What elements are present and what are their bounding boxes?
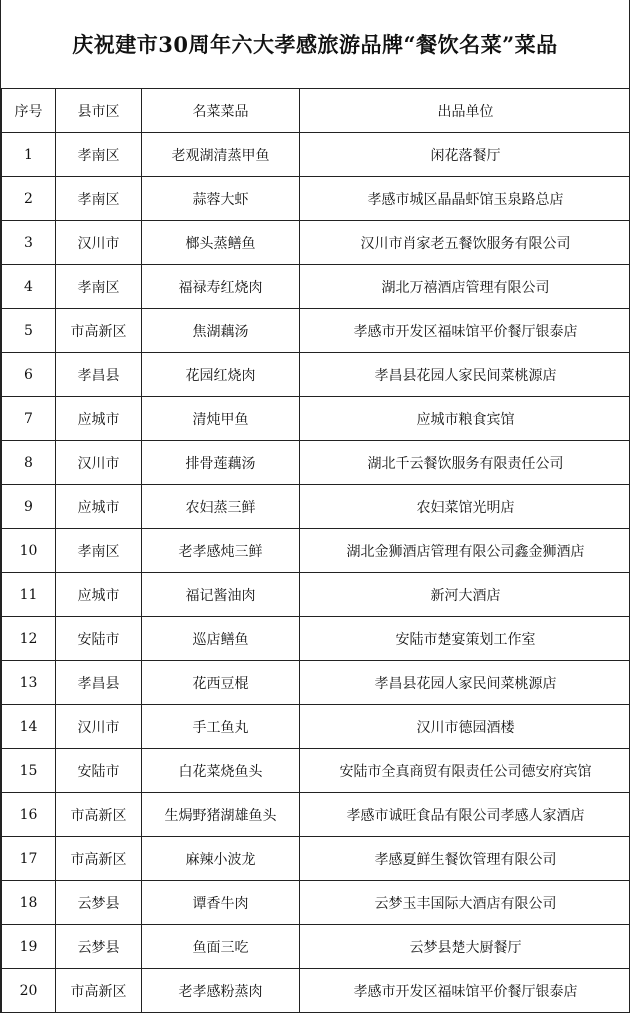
document-title: 庆祝建市30周年六大孝感旅游品牌“餐饮名菜”菜品 xyxy=(72,32,558,57)
cell-district: 汉川市 xyxy=(56,705,142,749)
cell-index: 16 xyxy=(2,793,56,837)
cell-district: 汉川市 xyxy=(56,221,142,265)
cell-dish: 生焗野猪湖雄鱼头 xyxy=(142,793,300,837)
cell-producer: 安陆市全真商贸有限责任公司德安府宾馆 xyxy=(300,749,630,793)
cell-district: 云梦县 xyxy=(56,881,142,925)
cell-producer: 孝感市城区晶晶虾馆玉泉路总店 xyxy=(300,177,630,221)
cell-producer: 孝感市诚旺食品有限公司孝感人家酒店 xyxy=(300,793,630,837)
cell-producer: 湖北万禧酒店管理有限公司 xyxy=(300,265,630,309)
cell-district: 孝昌县 xyxy=(56,353,142,397)
header-dish: 名菜菜品 xyxy=(142,89,300,133)
cell-dish: 老孝感炖三鲜 xyxy=(142,529,300,573)
cell-dish: 排骨莲藕汤 xyxy=(142,441,300,485)
table-row xyxy=(2,309,630,353)
cell-dish: 花西豆棍 xyxy=(142,661,300,705)
header-district: 县市区 xyxy=(56,89,142,133)
cell-dish: 老观湖清蒸甲鱼 xyxy=(142,133,300,177)
cell-dish: 巡店鳝鱼 xyxy=(142,617,300,661)
cell-district: 孝南区 xyxy=(56,133,142,177)
cell-index: 17 xyxy=(2,837,56,881)
cell-district: 安陆市 xyxy=(56,617,142,661)
cell-dish: 焦湖藕汤 xyxy=(142,309,300,353)
cell-index: 4 xyxy=(2,265,56,309)
header-index: 序号 xyxy=(2,89,56,133)
table-row xyxy=(2,749,630,793)
cell-producer: 云梦玉丰国际大酒店有限公司 xyxy=(300,881,630,925)
table-row xyxy=(2,573,630,617)
cell-district: 孝昌县 xyxy=(56,661,142,705)
table-row xyxy=(2,969,630,1013)
cell-index: 2 xyxy=(2,177,56,221)
cell-dish: 农妇蒸三鲜 xyxy=(142,485,300,529)
cell-index: 10 xyxy=(2,529,56,573)
cell-district: 云梦县 xyxy=(56,925,142,969)
cell-dish: 花园红烧肉 xyxy=(142,353,300,397)
cell-dish: 谭香牛肉 xyxy=(142,881,300,925)
cell-producer: 孝感市开发区福味馆平价餐厅银泰店 xyxy=(300,969,630,1013)
cell-index: 14 xyxy=(2,705,56,749)
cell-district: 安陆市 xyxy=(56,749,142,793)
table-row xyxy=(2,265,630,309)
cell-index: 7 xyxy=(2,397,56,441)
table-row xyxy=(2,617,630,661)
cell-dish: 麻辣小波龙 xyxy=(142,837,300,881)
table-row xyxy=(2,705,630,749)
cell-index: 1 xyxy=(2,133,56,177)
table-row xyxy=(2,793,630,837)
dish-table xyxy=(1,88,630,1013)
cell-district: 应城市 xyxy=(56,573,142,617)
cell-index: 5 xyxy=(2,309,56,353)
table-body xyxy=(2,133,630,1013)
cell-index: 20 xyxy=(2,969,56,1013)
cell-dish: 福禄寿红烧肉 xyxy=(142,265,300,309)
cell-index: 15 xyxy=(2,749,56,793)
cell-district: 汉川市 xyxy=(56,441,142,485)
cell-producer: 应城市粮食宾馆 xyxy=(300,397,630,441)
table-row xyxy=(2,661,630,705)
table-row xyxy=(2,353,630,397)
cell-district: 应城市 xyxy=(56,485,142,529)
table-row xyxy=(2,133,630,177)
cell-dish: 鱼面三吃 xyxy=(142,925,300,969)
cell-dish: 白花菜烧鱼头 xyxy=(142,749,300,793)
cell-producer: 新河大酒店 xyxy=(300,573,630,617)
header-producer: 出品单位 xyxy=(300,89,630,133)
cell-index: 3 xyxy=(2,221,56,265)
cell-producer: 孝昌县花园人家民间菜桃源店 xyxy=(300,661,630,705)
cell-producer: 湖北金狮酒店管理有限公司鑫金狮酒店 xyxy=(300,529,630,573)
cell-producer: 汉川市德园酒楼 xyxy=(300,705,630,749)
cell-district: 应城市 xyxy=(56,397,142,441)
cell-producer: 闲花落餐厅 xyxy=(300,133,630,177)
cell-district: 市高新区 xyxy=(56,309,142,353)
table-row xyxy=(2,485,630,529)
cell-producer: 汉川市肖家老五餐饮服务有限公司 xyxy=(300,221,630,265)
cell-producer: 孝感市开发区福味馆平价餐厅银泰店 xyxy=(300,309,630,353)
cell-index: 19 xyxy=(2,925,56,969)
table-row xyxy=(2,837,630,881)
cell-index: 11 xyxy=(2,573,56,617)
cell-index: 8 xyxy=(2,441,56,485)
cell-dish: 榔头蒸鳝鱼 xyxy=(142,221,300,265)
table-row xyxy=(2,221,630,265)
cell-index: 18 xyxy=(2,881,56,925)
cell-producer: 湖北千云餐饮服务有限责任公司 xyxy=(300,441,630,485)
cell-district: 市高新区 xyxy=(56,969,142,1013)
cell-district: 市高新区 xyxy=(56,837,142,881)
cell-dish: 手工鱼丸 xyxy=(142,705,300,749)
cell-producer: 云梦县楚大厨餐厅 xyxy=(300,925,630,969)
cell-district: 孝南区 xyxy=(56,265,142,309)
cell-producer: 农妇菜馆光明店 xyxy=(300,485,630,529)
cell-district: 孝南区 xyxy=(56,529,142,573)
table-row xyxy=(2,925,630,969)
cell-dish: 清炖甲鱼 xyxy=(142,397,300,441)
cell-index: 12 xyxy=(2,617,56,661)
cell-index: 9 xyxy=(2,485,56,529)
cell-district: 孝南区 xyxy=(56,177,142,221)
table-row xyxy=(2,441,630,485)
cell-producer: 安陆市楚宴策划工作室 xyxy=(300,617,630,661)
table-header-row xyxy=(2,89,630,133)
table-row xyxy=(2,177,630,221)
cell-district: 市高新区 xyxy=(56,793,142,837)
cell-index: 6 xyxy=(2,353,56,397)
cell-dish: 福记酱油肉 xyxy=(142,573,300,617)
cell-producer: 孝昌县花园人家民间菜桃源店 xyxy=(300,353,630,397)
cell-index: 13 xyxy=(2,661,56,705)
cell-dish: 老孝感粉蒸肉 xyxy=(142,969,300,1013)
cell-producer: 孝感夏鲜生餐饮管理有限公司 xyxy=(300,837,630,881)
cell-dish: 蒜蓉大虾 xyxy=(142,177,300,221)
table-row xyxy=(2,529,630,573)
table-row xyxy=(2,881,630,925)
table-row xyxy=(2,397,630,441)
